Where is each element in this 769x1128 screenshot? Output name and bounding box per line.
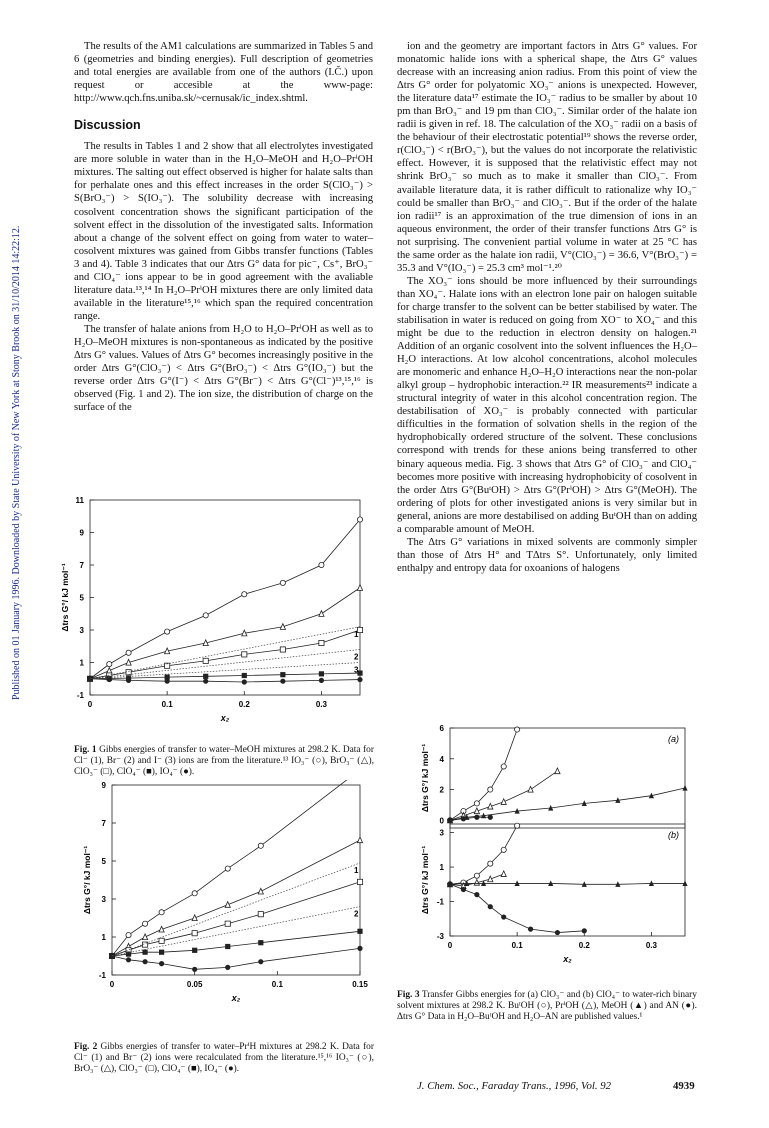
x-tick-label: 0.1 [271, 980, 283, 989]
data-point [242, 652, 247, 657]
page-number: 4939 [673, 1080, 695, 1092]
data-point [474, 801, 479, 806]
data-point [258, 912, 263, 917]
data-point [107, 662, 112, 667]
section-heading: Discussion [74, 118, 141, 133]
page-footer [417, 1080, 717, 1092]
data-point [319, 611, 324, 617]
figure-3-caption: Fig. 3 Transfer Gibbs energies for (a) ClO₃⁻ and (b) ClO₄⁻ to water-rich binary solvent mixtures at 298.2 K. BuᵗOH (○), PrⁱOH (△), MeOH (▲) and AN (●). Δtrs G° Data in H₂O–BuᵗOH and H₂O–AN are published values.¹ [397, 990, 697, 1023]
x-tick-label: 0 [109, 980, 115, 989]
data-point [192, 915, 197, 921]
data-point [555, 930, 560, 935]
x-axis-label: x₂ [231, 993, 241, 1003]
data-point [203, 658, 208, 663]
figure-1-chart [40, 495, 380, 735]
series-number-label: 2 [354, 652, 359, 662]
panel-label: (b) [668, 830, 679, 840]
y-tick-label: 3 [439, 828, 444, 838]
y-axis-label: Δtrs G°/ kJ mol⁻¹ [420, 743, 430, 813]
y-tick-label: -1 [436, 897, 444, 907]
data-point [242, 679, 247, 684]
data-point [474, 873, 479, 878]
paragraph: The XO₃⁻ ions should be more influenced by their surroundings than XO₄⁻. Halate ions with an electron lone pair on halogen suitable for charge transfer to the solvent can be better stabilised by water. The stabilisation in water is reduced on going from XO⁻ to XO₄⁻ and this might be due to the reduction in electron density on halogen.²¹ Addition of an organic cosolvent into the solvent influences the H₂O–H₂O interactions. At low alcohol concentrations, alcohol molecules are monomeric and enhance H₂O–H₂O interactions near the non-polar alkyl group – hydrophobic interaction.²² IR measurements²³ indicate a structural integrity of water in this alcohol concentration region. The destabilisation of XO₃⁻ is probably connected with particular difficulties in the formation of solvation shells in the region of the hydrophobically ordered structure of the solvent. These conclusions correspond with trends for these anions being transferred to other binary aqueous media. Fig. 3 shows that Δtrs G° of ClO₃⁻ and ClO₄⁻ becomes more positive with increasing hydrophobicity of cosolvent in the order Δtrs G°(BuᵗOH) > Δtrs G°(PrⁱOH) > Δtrs G°(MeOH). The ordering of plots for other investigated anions is very similar but in general, anions are more destabilised on adding BuᵗOH than on adding a comparable amount of MeOH. [397, 275, 697, 535]
data-point [126, 670, 131, 675]
y-tick-label: 1 [79, 658, 84, 668]
data-point [488, 787, 493, 792]
series-number-label: 1 [354, 865, 359, 875]
right-column [397, 40, 697, 575]
x-tick-label: 0 [87, 700, 93, 709]
panel-label: (a) [668, 734, 679, 744]
figure-1-caption: Fig. 1 Gibbs energies of transfer to water–MeOH mixtures at 298.2 K. Data for Cl⁻ (1), Br⁻ (2) and I⁻ (3) ions are from the literature.¹³ IO₃⁻ (○), BrO₃⁻ (△), ClO₃⁻ (□), ClO₄⁻ (■), IO₄⁻ (●). [74, 745, 374, 778]
data-point [357, 837, 362, 843]
data-point [461, 816, 466, 821]
data-point [357, 517, 362, 522]
x-tick-label: 0.1 [161, 700, 173, 709]
data-point [357, 585, 362, 591]
x-tick-label: 0.3 [315, 700, 327, 709]
data-point [280, 672, 285, 677]
data-point [159, 938, 164, 943]
series-line [112, 907, 360, 956]
data-point [280, 679, 285, 684]
y-axis-label: Δtrs G°/ kJ mol⁻¹ [420, 845, 430, 915]
data-point [165, 629, 170, 634]
data-point [488, 876, 493, 882]
figure-3a-chart [400, 720, 700, 835]
data-point [357, 946, 362, 951]
plot-frame [450, 728, 685, 828]
data-point [474, 815, 479, 820]
data-point [488, 815, 493, 820]
data-point [225, 866, 230, 871]
series-line [450, 826, 517, 885]
y-tick-label: 5 [101, 857, 106, 866]
y-tick-label: 9 [79, 528, 84, 538]
data-point [280, 580, 285, 585]
data-point [319, 562, 324, 567]
data-point [357, 677, 362, 682]
series-line [450, 884, 584, 932]
data-point [319, 640, 324, 645]
y-tick-label: 3 [79, 626, 84, 635]
series-line [112, 882, 360, 956]
data-point [142, 934, 147, 940]
data-point [203, 613, 208, 618]
x-tick-label: 0.1 [511, 941, 523, 950]
data-point [203, 674, 208, 679]
data-point [461, 887, 466, 892]
series-line [450, 730, 517, 821]
x-tick-label: 0.2 [238, 700, 250, 709]
data-point [126, 933, 131, 938]
data-point [515, 823, 520, 828]
x-axis-label: x₂ [220, 713, 230, 723]
x-axis-label: x₂ [563, 954, 572, 964]
y-tick-label: 11 [75, 496, 84, 505]
data-point [242, 592, 247, 597]
data-point [159, 961, 164, 966]
data-point [682, 785, 687, 791]
y-axis-label: Δtrs G°/ kJ mol⁻¹ [82, 845, 92, 915]
data-point [203, 679, 208, 684]
data-point [501, 847, 506, 852]
figure-2-chart [40, 780, 380, 1015]
download-watermark-text: Published on 01 January 1996. Downloaded by State University of New York at Stony Brook on 31/10/2014 14:22:12. [11, 225, 22, 700]
figure-3-label: Fig. 3 [397, 990, 420, 1000]
data-point [142, 950, 147, 955]
figure-1-label: Fig. 1 [74, 745, 97, 755]
data-point [142, 959, 147, 964]
data-point [225, 944, 230, 949]
y-tick-label: 6 [439, 724, 444, 733]
y-tick-label: 9 [101, 781, 106, 790]
series-number-label: 1 [354, 629, 359, 639]
y-tick-label: 3 [101, 895, 106, 904]
y-tick-label: 2 [439, 785, 444, 795]
data-point [225, 921, 230, 926]
data-point [192, 967, 197, 972]
data-point [192, 931, 197, 936]
figure-2-caption: Fig. 2 Gibbs energies of transfer to water–PrⁱH mixtures at 298.2 K. Data for Cl⁻ (1) and Br⁻ (2) ions were recalculated from the literature.¹⁵,¹⁶ IO₃⁻ (○), BrO₃⁻ (△), ClO₃⁻ (□), ClO₄⁻ (■), IO₄⁻ (●). [74, 1042, 374, 1075]
series-number-label: 3 [354, 665, 359, 675]
data-point [488, 861, 493, 866]
data-point [357, 929, 362, 934]
data-point [159, 910, 164, 915]
data-point [126, 678, 131, 683]
data-point [528, 786, 533, 792]
data-point [107, 668, 112, 674]
y-tick-label: 7 [101, 819, 106, 828]
series-line [112, 780, 360, 956]
data-point [447, 882, 452, 887]
data-point [126, 957, 131, 962]
data-point [258, 888, 263, 894]
data-point [242, 673, 247, 678]
series-line [112, 840, 360, 956]
y-tick-label: -1 [98, 971, 106, 980]
figure-2-label: Fig. 2 [74, 1042, 98, 1052]
y-axis-label: Δtrs G°/ kJ mol⁻¹ [60, 563, 70, 632]
left-column [74, 40, 373, 414]
series-line [112, 863, 360, 956]
y-tick-label: 0 [439, 816, 444, 826]
data-point [555, 768, 560, 774]
data-point [280, 647, 285, 652]
paragraph: The results in Tables 1 and 2 show that all electrolytes investigated are more soluble in water than in the H₂O–MeOH and H₂O–PrⁱOH mixtures. The salting out effect observed is higher for halate salts than for perhalate ones and this effect increases in the order S(ClO₃⁻) > S(BrO₃⁻) > S(IO₃⁻). The solubility decrease with increasing cosolvent concentration shows the significant participation of the solvent effect in the dissolution of the investigated salts. Information about a change of the solvent effect on going from water to water–cosolvent mixtures was gained from Gibbs transfer functions (Tables 3 and 4). Table 3 indicates that our Δtrs G° data for pic⁻, Cs⁺, BrO₃⁻ and ClO₄⁻ ions appear to be in good agreement with the avaliable literature data.¹³,¹⁴ In H₂O–PrⁱOH mixtures there are only limited data available in the literature¹⁵,¹⁶ which span the required concentration range. [74, 141, 373, 322]
y-tick-label: 1 [439, 863, 444, 873]
data-point [126, 650, 131, 655]
data-point [501, 799, 506, 805]
paragraph: The transfer of halate anions from H₂O to H₂O–PrⁱOH as well as to H₂O–MeOH mixtures is non-spontaneous as indicated by the positive Δtrs G° values. Values of Δtrs G° becomes increasingly positive in the order Δtrs G°(ClO₃⁻) < Δtrs G°(BrO₃⁻) < Δtrs G°(IO₃⁻) but the reverse order Δtrs G°(I⁻) < Δtrs G°(Br⁻) < Δtrs G°(Cl⁻)¹³,¹⁵,¹⁶ is observed (Fig. 1 and 2). The ion size, the distribution of charge on the surface of the [74, 323, 373, 414]
plot-frame [112, 785, 360, 975]
x-tick-label: 0.2 [578, 941, 590, 950]
figure-3b-chart [400, 822, 700, 977]
data-point [142, 921, 147, 926]
y-tick-label: 5 [79, 593, 84, 603]
data-point [488, 904, 493, 909]
journal-citation: J. Chem. Soc., Faraday Trans., 1996, Vol. 92 [417, 1080, 612, 1092]
data-point [165, 679, 170, 684]
data-point [192, 948, 197, 953]
series-line [112, 948, 360, 969]
paragraph: ion and the geometry are important factors in Δtrs G° values. For monatomic halide ions with a spherical shape, the Δtrs G° values decrease with an increasing anion radius. From this point of view the Δtrs G° order for polyatomic XO₃⁻ anions is unexpected. However, the literature data¹⁷ estimate the IO₃⁻ radius to be smaller by about 10 pm than BrO₃⁻ and 19 pm than ClO₃⁻. Similar order of the halate ion radii is given in ref. 18. The calculation of the XO₃⁻ radii on a basis of the behaviour of their electrostatic potential¹⁹ shows the reverse order, r(ClO₃⁻) < r(BrO₃⁻), but the values do not incorporate the relativistic effect. However, it is supposed that the relativistic effect may not shrink BrO₃⁻ so much as to make it smaller than ClO₃⁻. From available literature data, it is rather difficult to rationalize why IO₃⁻ could be smaller than BrO₃⁻ and ClO₃⁻. But if the order of the halate ion radii¹⁷ is an approximation of the true dimension of ions in an aqueous environment, the order of their transfer functions Δtrs G° is not surprising. The convenient partial volume in water at 25 °C has the same order as the halate ion radii, V°(ClO₃⁻) = 36.6, V°(BrO₃⁻) = 35.3 and V°(IO₃⁻) = 25.3 cm³ mol⁻¹.²⁰ [397, 41, 697, 274]
paragraph: The Δtrs G° variations in mixed solvents are commonly simpler than those of Δtrs H° and TΔtrs S°. Unfortunately, only limited enthalpy and entropy data for oxoanions of halogens [397, 536, 697, 574]
data-point [319, 671, 324, 676]
data-point [515, 727, 520, 732]
data-point [357, 879, 362, 884]
data-point [582, 928, 587, 933]
plot-frame [450, 824, 685, 936]
y-tick-label: -1 [76, 691, 84, 700]
plot-frame [90, 500, 360, 695]
data-point [258, 940, 263, 945]
x-tick-label: 0.15 [352, 980, 368, 989]
data-point [258, 959, 263, 964]
x-tick-label: 0 [447, 941, 453, 950]
data-point [501, 871, 506, 877]
data-point [159, 950, 164, 955]
data-point [501, 914, 506, 919]
x-tick-label: 0.05 [186, 980, 203, 989]
x-tick-label: 0.3 [645, 941, 657, 950]
y-tick-label: 4 [439, 754, 444, 764]
data-point [225, 902, 230, 908]
download-watermark [0, 0, 22, 1128]
y-tick-label: 1 [101, 933, 106, 942]
data-point [258, 843, 263, 848]
data-point [225, 965, 230, 970]
data-point [528, 927, 533, 932]
y-tick-label: 7 [79, 561, 84, 570]
series-number-label: 2 [354, 909, 359, 919]
series-line [450, 788, 685, 820]
data-point [501, 764, 506, 769]
data-point [319, 678, 324, 683]
y-tick-label: -3 [436, 932, 444, 941]
paragraph: The results of the AM1 calculations are summarized in Tables 5 and 6 (geometries and binding energies). Full description of geometries and total energies are available from one of the authors (I.Č.) upon request or accesible at the www-page: http://www.qch.fns.uniba.sk/~cernusak/ic_index.shtml. [74, 41, 373, 105]
data-point [192, 891, 197, 896]
data-point [474, 892, 479, 897]
